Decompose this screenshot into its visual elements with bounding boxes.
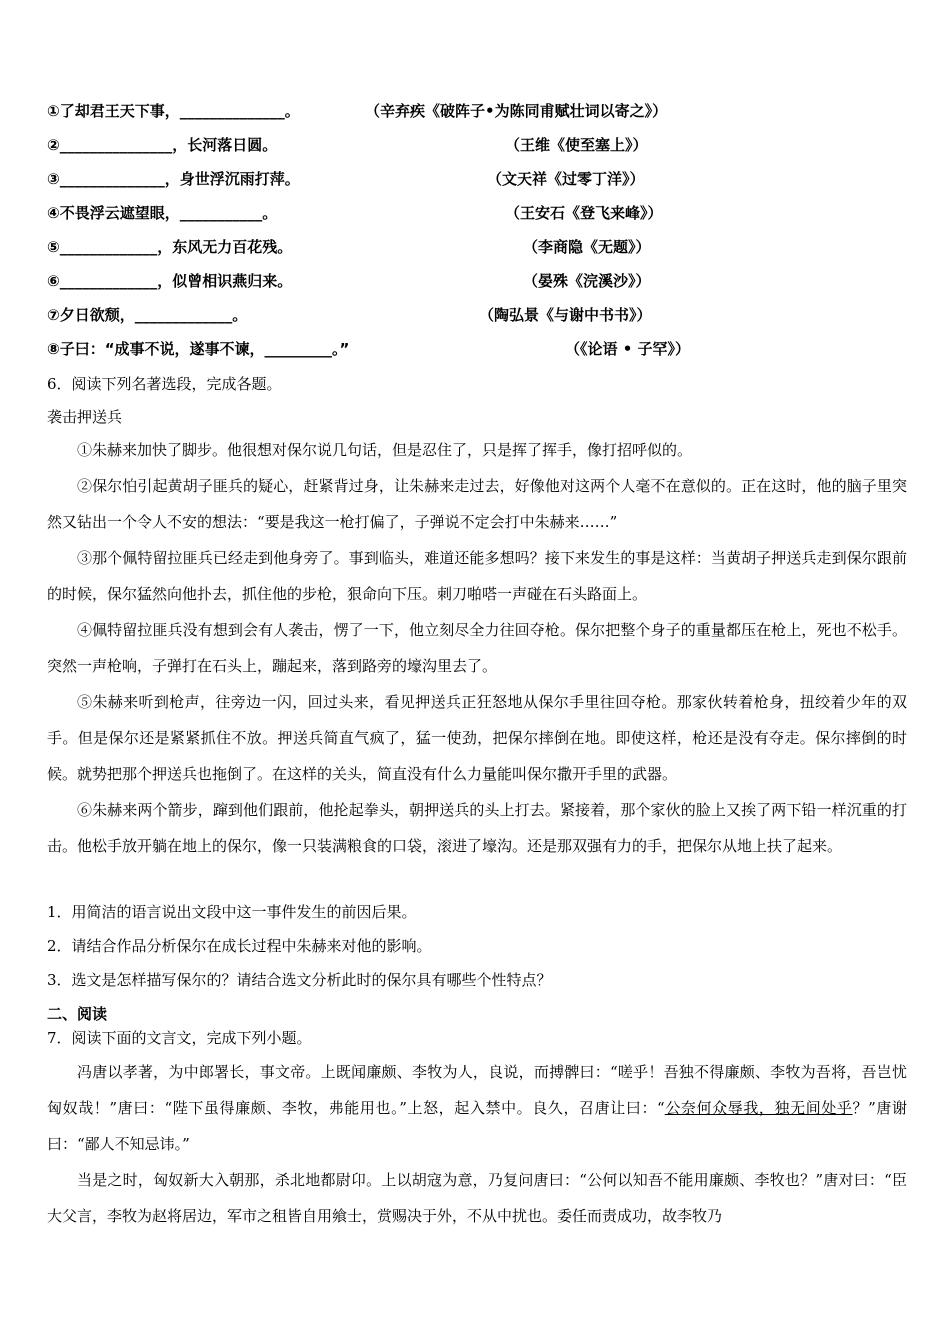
poem-source: （晏殊《浣溪沙》）: [523, 272, 651, 290]
sub-question-2: 2．请结合作品分析保尔在成长过程中朱赫来对他的影响。: [47, 937, 432, 955]
poem-source: （辛弃疾《破阵子•为陈同甫赋壮词以寄之》）: [365, 102, 668, 120]
excerpt-paragraph-4: ④佩特留拉匪兵没有想到会有人袭击，愣了一下，他立刻尽全力往回夺枪。保尔把整个身子的重量都压在枪上，死也不松手。突然一声枪响，子弹打在石头上，蹦起来，落到路旁的壕沟里去了。: [47, 621, 907, 675]
poem-text: ⑥_____________，似曾相识燕归来。: [47, 272, 293, 290]
poem-text: ⑤_____________，东风无力百花残。: [47, 238, 293, 256]
excerpt-paragraph-5: ⑤朱赫来听到枪声，往旁边一闪，回过头来，看见押送兵正狂怒地从保尔手里往回夺枪。那家伙转着枪身，扭绞着少年的双手。但是保尔还是紧紧抓住不放。押送兵简直气疯了，猛一使劲，把保尔摔倒在地。即使这样，枪还是没有夺走。保尔摔倒的时候。就势把那个押送兵也拖倒了。在这样的关头，简直没有什么力量能叫保尔撒开手里的武器。: [47, 693, 907, 783]
poem-line-4: [47, 201, 907, 225]
excerpt-paragraph-6: ⑥朱赫来两个箭步，蹿到他们跟前，他抡起拳头，朝押送兵的头上打去。紧接着，那个家伙的脸上又挨了两下铅一样沉重的打击。他松手放开躺在地上的保尔，像一只装满粮食的口袋，滚进了壕沟。还是那双强有力的手，把保尔从地上扶了起来。: [47, 801, 907, 855]
excerpt-paragraph-1: ①朱赫来加快了脚步。他很想对保尔说几句话，但是忍住了，只是挥了挥手，像打招呼似的。: [77, 441, 693, 459]
paragraph-text: ？”唐谢曰：“鄙人不知忌讳。”: [47, 1099, 907, 1153]
poem-line-5: [47, 235, 907, 259]
poem-text: ②_______________，长河落日圆。: [47, 136, 278, 154]
poem-source: （文天祥《过零丁洋》）: [487, 170, 645, 188]
sub-question-3: 3．选文是怎样描写保尔的？请结合选文分析此时的保尔具有哪些个性特点？: [47, 971, 552, 989]
poem-text: ①了却君王天下事，______________。: [47, 102, 300, 120]
paragraph-text: 冯唐以孝著，为中郎署长，事文帝。上既闻廉颇、李牧为人，良说，而搏髀曰：“嗟乎！吾独不得廉颇、李牧为吾将，吾岂忧匈奴哉！”唐曰：“陛下虽得廉颇、李牧，弗能用也。”上怒，起入禁中。良久，召唐让曰：“: [47, 1063, 907, 1117]
poem-source: （《论语 • 子罕》）: [565, 340, 691, 358]
poem-line-3: [47, 167, 907, 191]
underlined-sentence: 公奈何众辱我，独无间处乎: [664, 1099, 853, 1117]
poem-text: ⑧子曰：“成事不说，遂事不谏，_________。”: [47, 340, 350, 358]
poem-line-7: [47, 303, 907, 327]
poem-line-1: [47, 99, 907, 123]
section-2-heading: 二、阅读: [47, 1005, 108, 1023]
poem-source: （王安石《登飞来峰》）: [505, 204, 663, 222]
passage-title: 袭击押送兵: [47, 408, 123, 426]
sub-question-1: 1．用简洁的语言说出文段中这一事件发生的前因后果。: [47, 903, 417, 921]
poem-text: ⑦夕日欲颓，_____________。: [47, 306, 248, 324]
excerpt-paragraph-3: ③那个佩特留拉匪兵已经走到他身旁了。事到临头，难道还能多想吗？接下来发生的事是这样：当黄胡子押送兵走到保尔跟前的时候，保尔猛然向他扑去，抓住他的步枪，狠命向下压。刺刀啪嗒一声碰在石头路面上。: [47, 549, 907, 603]
classical-paragraph-2: 当是之时，匈奴新大入朝那，杀北地都尉卬。上以胡寇为意，乃复问唐曰：“公何以知吾不能用廉颇、李牧也？”唐对曰：“臣大父言，李牧为赵将居边，军市之租皆自用飨士，赏赐决于外，不从中扰也。委任而责成功，故李牧乃: [47, 1171, 907, 1225]
question-6-heading: 6．阅读下列名著选段，完成各题。: [47, 375, 282, 393]
question-7-heading: 7．阅读下面的文言文，完成下列小题。: [47, 1029, 312, 1047]
poem-text: ④不畏浮云遮望眼，___________。: [47, 204, 278, 222]
classical-passage: [47, 1054, 907, 1234]
poem-source: （王维《使至塞上》）: [505, 136, 648, 154]
poem-line-6: [47, 269, 907, 293]
poem-source: （李商隐《无题》）: [523, 238, 651, 256]
poem-source: （陶弘景《与谢中书书》）: [479, 306, 652, 324]
novel-excerpt: [47, 432, 907, 864]
poem-line-8: [47, 337, 907, 361]
poem-text: ③______________，身世浮沉雨打萍。: [47, 170, 300, 188]
classical-paragraph-1: [47, 1054, 907, 1162]
excerpt-paragraph-2: ②保尔怕引起黄胡子匪兵的疑心，赶紧背过身，让朱赫来走过去，好像他对这两个人毫不在意似的。正在这时，他的脑子里突然又钻出一个令人不安的想法：“要是我这一枪打偏了，子弹说不定会打中朱赫来……”: [47, 477, 907, 531]
poem-line-2: [47, 133, 907, 157]
